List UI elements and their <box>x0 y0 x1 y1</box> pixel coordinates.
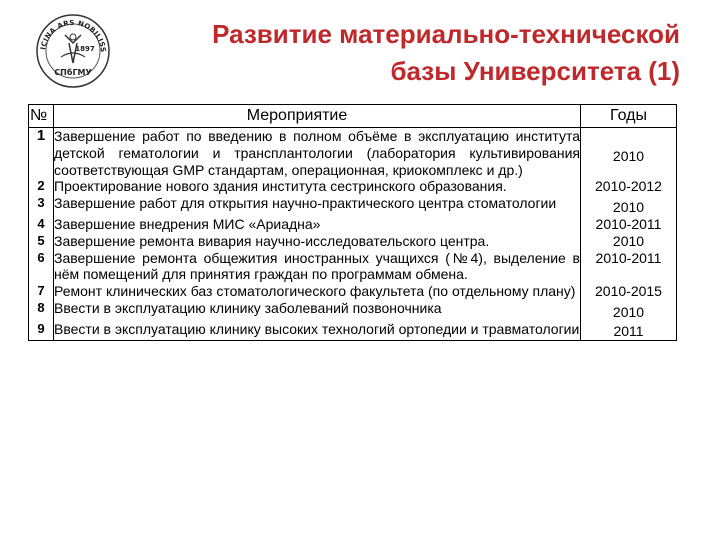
events-table <box>28 104 677 341</box>
row-num: 7 <box>29 283 54 300</box>
header-num: № <box>29 105 54 128</box>
row-event: Ввести в эксплуатацию клинику заболеваний позвоночника <box>54 300 581 321</box>
logo-motto: ICINA ARS NOBILISS <box>39 18 108 53</box>
header-years: Годы <box>581 105 677 128</box>
row-num: 3 <box>29 195 54 216</box>
logo-abbrev: СПбГМУ <box>54 68 92 77</box>
table-row <box>29 128 677 179</box>
row-event: Проектирование нового здания института сестринского образования. <box>54 178 581 195</box>
row-years: 2010-2011 <box>581 216 677 233</box>
table-row <box>29 178 677 195</box>
row-event: Завершение работ по введению в полном объёме в эксплуатацию института детской гематологии и трансплантологии (лаборатория культивирования соответствующая GMP стандартам, операционная, криокомплекс и др.) <box>54 128 580 178</box>
row-years: 2010 <box>581 233 677 250</box>
title-line-1: Развитие материально-технической <box>212 19 680 49</box>
svg-text:MEDICINA ARS NOBILISSIMA <box>35 13 107 53</box>
row-event: Завершение ремонта общежития иностранных учащихся (№4), выделение в нём помещений для принятия граждан по программам обмена. <box>54 249 580 283</box>
row-num: 8 <box>29 300 54 321</box>
table-row <box>29 195 677 216</box>
header-event: Мероприятие <box>54 105 581 128</box>
table-header-row <box>29 105 677 128</box>
table-row <box>29 321 677 340</box>
university-seal-icon <box>35 13 111 89</box>
table-row <box>29 300 677 321</box>
table-row <box>29 233 677 250</box>
row-years: 2010 <box>581 300 677 321</box>
row-num: 9 <box>29 321 54 340</box>
row-event: Завершение внедрения МИС «Ариадна» <box>54 216 581 233</box>
row-event: Завершение работ для открытия научно-практического центра стоматологии <box>54 195 581 216</box>
university-logo <box>35 13 111 89</box>
table-row <box>29 283 677 300</box>
title-line-2: базы Университета (1) <box>390 56 680 86</box>
row-num: 1 <box>29 128 54 179</box>
row-event: Ввести в эксплуатацию клинику высоких технологий ортопедии и травматологии <box>54 321 581 340</box>
row-event: Ремонт клинических баз стоматологического факультета (по отдельному плану) <box>54 283 581 300</box>
row-num: 6 <box>29 250 54 284</box>
slide-title <box>120 16 680 90</box>
row-num: 2 <box>29 178 54 195</box>
row-years: 2011 <box>581 321 677 340</box>
logo-year: 1897 <box>75 45 95 53</box>
table-row <box>29 250 677 284</box>
row-years: 2010 <box>581 195 677 216</box>
row-years: 2010 <box>581 128 677 179</box>
row-num: 5 <box>29 233 54 250</box>
row-years: 2010-2012 <box>581 178 677 195</box>
row-event: Завершение ремонта вивария научно-исследовательского центра. <box>54 233 581 250</box>
row-years: 2010-2015 <box>581 283 677 300</box>
table-row <box>29 216 677 233</box>
row-num: 4 <box>29 216 54 233</box>
row-years: 2010-2011 <box>581 250 677 284</box>
